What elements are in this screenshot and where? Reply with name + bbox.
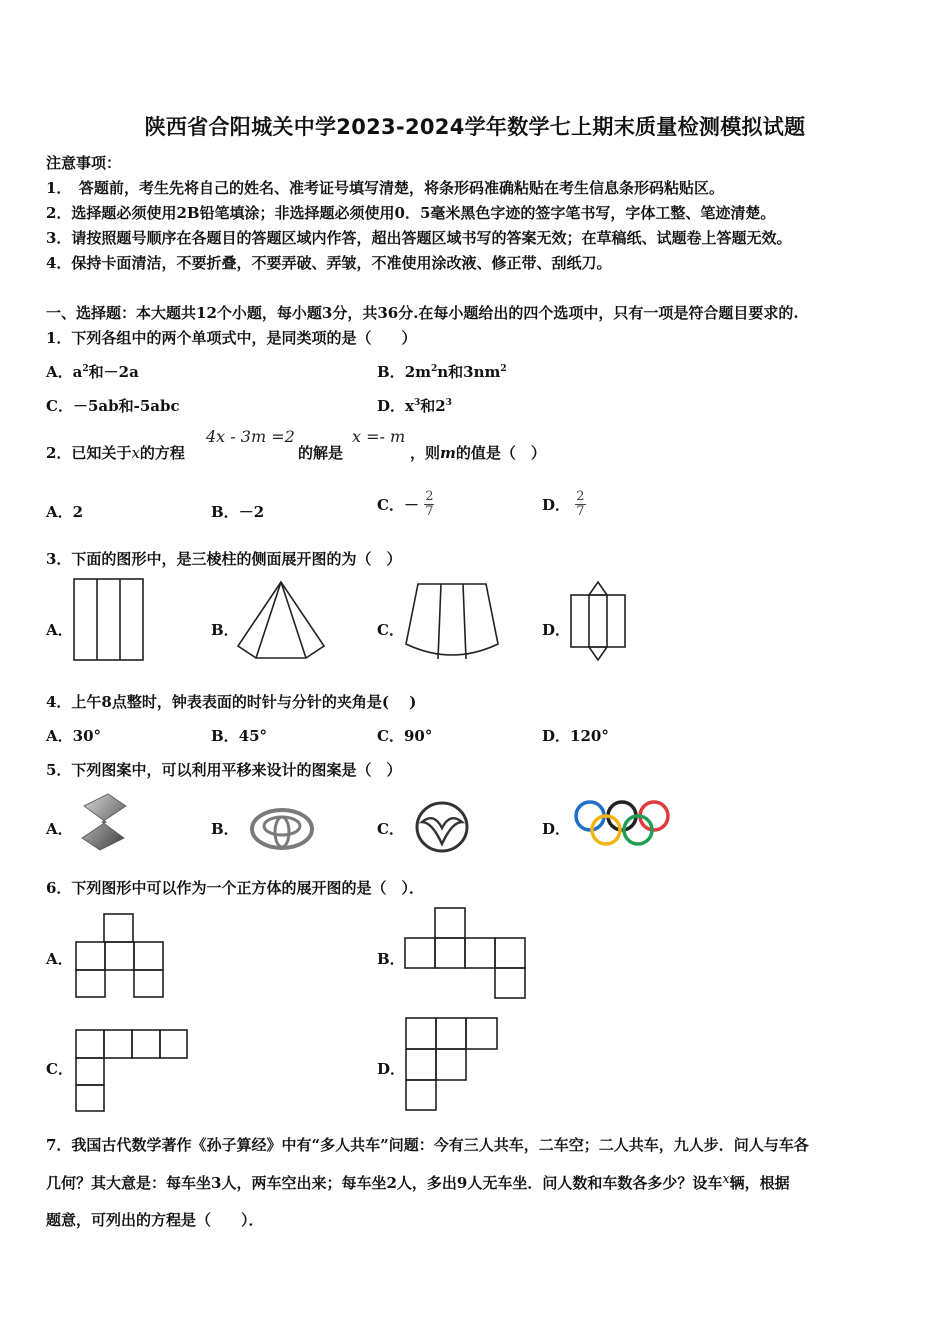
q1-option-d: D．$x^3$和$2^3$ — [377, 397, 452, 415]
q5-logo-d-rings-icon — [572, 800, 672, 846]
q2-solution: x =- m — [352, 427, 406, 446]
notice-item-2: 2．选择题必须使用2B铅笔填涂；非选择题必须使用0．5毫米黑色字迹的签字笔书写，字体工整、笔迹清楚。 — [46, 204, 776, 222]
q3-label-a: A． — [46, 621, 73, 639]
q2-option-d: D． $\frac{2}{7}$ — [542, 489, 585, 519]
q2-option-b: B．－2 — [211, 503, 265, 521]
q3-figure-d — [569, 580, 627, 662]
q4-stem: 4．上午8点整时，钟表表面的时针与分针的夹角是( ) — [46, 693, 417, 711]
q6-label-a: A． — [46, 950, 73, 968]
q1-option-c: C．－5ab和-5abc — [46, 397, 180, 415]
q4-option-c: C．90° — [377, 727, 433, 745]
q6-net-d — [405, 1017, 501, 1113]
q2-option-a: A．2 — [46, 503, 84, 521]
page-title: 陕西省合阳城关中学2023-2024学年数学七上期末质量检测模拟试题 — [144, 115, 806, 139]
section-heading: 一、选择题：本大题共12个小题，每小题3分，共36分.在每小题给出的四个选项中，只有一项是符合题目要求的. — [46, 304, 799, 322]
q4-option-b: B．45° — [211, 727, 268, 745]
q5-logo-b-ellipse-icon — [250, 808, 314, 850]
q7-line-3: 题意，可列出的方程是（ ）． — [46, 1211, 264, 1229]
q2-stem: 2．已知关于x的方程 — [46, 444, 185, 462]
q2-option-c: C．－ $\frac{2}{7}$ — [377, 489, 434, 519]
q6-label-b: B． — [377, 950, 405, 968]
q5-label-c: C． — [377, 820, 404, 838]
q2-d-fraction: $\frac{2}{7}$ — [576, 489, 585, 519]
q6-label-c: C． — [46, 1060, 73, 1078]
q4-option-d: D．120° — [542, 727, 609, 745]
q1-option-a: A．$a^2$和－2a — [46, 363, 139, 381]
notice-item-1: 1． 答题前，考生先将自己的姓名、准考证号填写清楚，将条形码准确粘贴在考生信息条形码粘贴区。 — [46, 179, 724, 197]
q3-figure-b — [236, 580, 326, 662]
q3-label-c: C． — [377, 621, 404, 639]
q2-stem-solution-label: 的解是 — [298, 444, 344, 462]
q2-equation: 4x - 3m =2 — [206, 427, 295, 446]
q5-stem: 5．下列图案中，可以利用平移来设计的图案是（ ） — [46, 761, 402, 779]
q7-line-2: 几何？其大意是：每车坐3人，两车空出来；每车坐2人，多出9人无车坐．问人数和车数各多少？设车x辆，根据 — [46, 1172, 790, 1192]
notice-heading: 注意事项： — [46, 154, 122, 172]
q1-stem: 1．下列各组中的两个单项式中，是同类项的是（ ） — [46, 329, 417, 347]
q1-option-b: B．$2m^2n$和$3nm^2$ — [377, 363, 507, 381]
notice-item-3: 3．请按照题号顺序在各题目的答题区域内作答，超出答题区域书写的答案无效；在草稿纸、试题卷上答题无效。 — [46, 229, 792, 247]
q6-stem: 6．下列图形中可以作为一个正方体的展开图的是（ ）． — [46, 879, 424, 897]
q3-stem: 3．下面的图形中，是三棱柱的侧面展开图的为（ ） — [46, 550, 402, 568]
q6-net-c — [75, 1029, 189, 1113]
q5-logo-c-wing-icon — [414, 800, 470, 854]
q6-label-d: D． — [377, 1060, 406, 1078]
q7-line-1: 7．我国古代数学著作《孙子算经》中有“多人共车”问题：今有三人共车，二车空；二人共车，九人步．问人与车各 — [46, 1136, 809, 1154]
q3-label-d: D． — [542, 621, 571, 639]
notice-item-4: 4．保持卡面清洁，不要折叠，不要弄破、弄皱，不准使用涂改液、修正带、刮纸刀。 — [46, 254, 612, 272]
q4-option-a: A．30° — [46, 727, 102, 745]
q6-net-a — [75, 913, 167, 999]
q6-net-b — [404, 907, 530, 999]
q5-label-d: D． — [542, 820, 571, 838]
q3-figure-c — [404, 582, 500, 662]
q3-label-b: B． — [211, 621, 239, 639]
q5-label-a: A． — [46, 820, 73, 838]
q5-logo-a-s-icon — [78, 792, 130, 852]
q2-stem-end: ，则m的值是（ ） — [410, 444, 546, 462]
q2-c-fraction: $\frac{2}{7}$ — [425, 489, 434, 519]
q5-label-b: B． — [211, 820, 239, 838]
q3-figure-a — [73, 578, 145, 662]
